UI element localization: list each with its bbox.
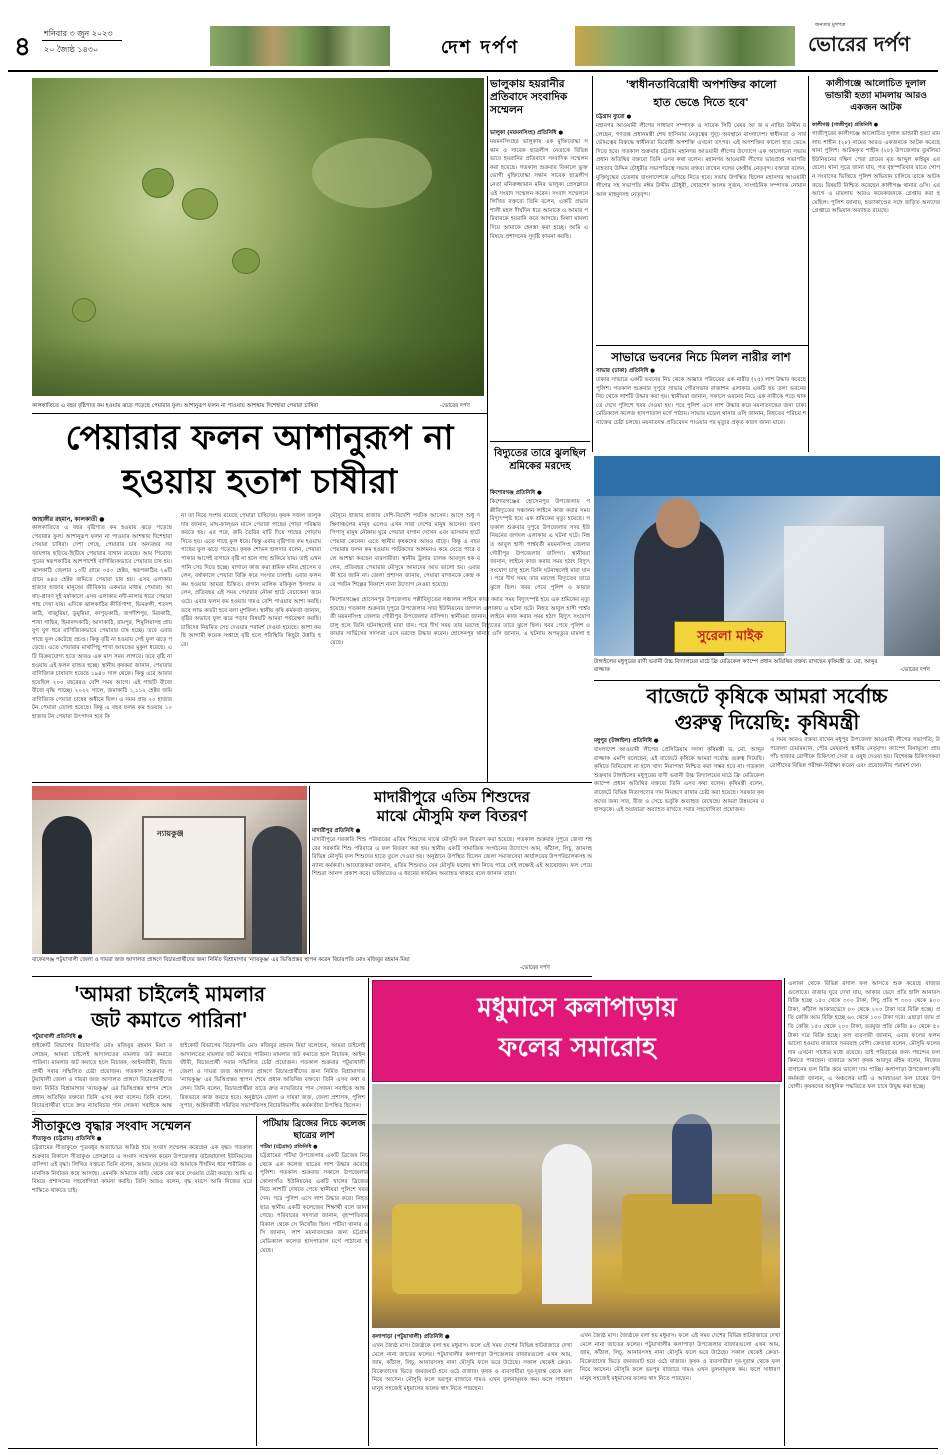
- paper-name: ভোরের দর্পণ: [808, 32, 910, 56]
- kalapara-photo: [372, 1084, 780, 1328]
- sitakunda-headline: সীতাকুণ্ডে বৃদ্ধার সংবাদ সম্মেলন: [32, 1118, 192, 1133]
- minister-body-2: এ সময় আরও বক্তব্য রাখেন মধুপুর উপজেলা আওয়ামী লীগের সভাপতি, উপজেলা চেয়ারম্যান, পৌর মেয়রসহ স্থানীয় নেতৃবৃন্দ। ক্যাম্পে বিনামূল্যে প্রায় পাঁচ হাজার রোগীকে চিকিৎসা সেবা ও ওষুধ দেওয়া হয়। বিশেষজ্ঞ চিকিৎসকরা রোগীদের বিভিন্ন পরীক্ষা-নিরীক্ষা করেন এবং প্রয়োজনীয় পরামর্শ দেন।: [770, 737, 940, 769]
- electric-byline: কিশোরগঞ্জ প্রতিনিধি ●: [490, 490, 542, 496]
- microphone-banner-text: সুরেলা মাইক: [697, 629, 763, 644]
- court-photo-credit: -ভোরের দর্পণ: [520, 965, 550, 971]
- kalapara-headline-2: ফলের সমারোহ: [498, 1033, 656, 1063]
- bhaluka-byline: ভালুকা (ময়মনসিংহ) প্রতিনিধি ●: [490, 130, 564, 136]
- bhaluka-body: ময়মনসিংহের ভালুকায় এক মুক্তিযোদ্ধা সন্তান ও সাবেক ছাত্রলীগ নেতাকে বিভিন্ন ভাবে হয়রানির প্রতিবাদে সংবাদিক সম্মেলন করা হয়েছে। গতকাল শুক্রবার বিকালে ভুক্তভোগী মুক্তিযোদ্ধা সন্তান সাবেক ছাত্রলীগ নেতা মনিরুজ্জামান মনির ভালুকা প্রেসক্লাবে এই সংবাদ সম্মেলন করেন। সংবাদ সম্মেলনে লিখিত বক্তব্যে তিনি বলেন, একটি প্রভাবশালী মহল দীর্ঘদিন ধরে আমাকে ও আমার পরিবারকে হয়রানি করে আসছে। মিথ্যা মামলা দিয়ে আমাকে হেনস্তা করা হচ্ছে। আমি এ বিষয়ে প্রশাসনের সুদৃষ্টি কামনা করছি।: [490, 139, 588, 240]
- patiya-byline: পটিয়া (চট্টগ্রাম) প্রতিনিধি ●: [260, 1144, 318, 1150]
- minister-headline-1: বাজেটে কৃষিকে আমরা সর্বোচ্চ: [646, 684, 888, 708]
- date-line-1: শনিবার ৩ জুন ২০২৩: [44, 29, 113, 38]
- masthead: [0, 0, 945, 70]
- patiya-body: চট্টগ্রামের পটিয়া উপজেলার একটি ব্রিজের নিচ থেকে এক কলেজ ছাত্রের লাশ উদ্ধার করেছে পুলিশ। গতকাল শুক্রবার সকালে উপজেলার কোলাগাঁও ইউনিয়নের একটি খালের ব্রিজের নিচে লাশটি দেখতে পেয়ে স্থানীয়রা পুলিশে খবর দেন। পরে পুলিশ এসে লাশ উদ্ধার করে। নিহত ছাত্র স্থানীয় একটি কলেজের শিক্ষার্থী বলে জানা গেছে। পরিবারের সদস্যরা জানান, বৃহস্পতিবার বিকাল থেকে সে নিখোঁজ ছিল। পটিয়া থানার ওসি জানান, লাশ ময়নাতদন্তের জন্য চট্টগ্রাম মেডিক্যাল কলেজ হাসপাতাল মর্গে পাঠানো হয়েছে।: [260, 1153, 368, 1254]
- sitakunda-body: চট্টগ্রামের সীতাকুণ্ডে পুত্রবধূর অত্যাচারে অতিষ্ঠ হয়ে সংবাদ সম্মেলন করেছেন এক বৃদ্ধা। গতকাল শুক্রবার বিকালে সীতাকুণ্ড প্রেসক্লাবে এ সংবাদ সম্মেলন করেন উপজেলার বারৈয়াঢালা ইউনিয়নের বাসিন্দা ওই বৃদ্ধা। লিখিত বক্তব্যে তিনি বলেন, আমার ছেলের বউ আমাকে দীর্ঘদিন ধরে শারীরিক ও মানসিক নির্যাতন করে আসছে। এমনকি আমাকে বাড়ি থেকে বের করে দেওয়ার চেষ্টা করছে। আমি এ বিষয়ে প্রশাসনের সহযোগিতা কামনা করছি। তিনি আরও বলেন, বৃদ্ধ বয়সে আমি নিজের ঘরে শান্তিতে থাকতে চাই।: [32, 1145, 252, 1194]
- kaliganj-byline: কালীগঞ্জ (গাজীপুর) প্রতিনিধি ●: [812, 122, 879, 128]
- shadhinota-headline-1: 'স্বাধীনতাবিরোধী অপশক্তির কালো: [625, 78, 777, 91]
- shadhinota-body: মহানগর আওয়ামী লীগের সাধারণ সম্পাদক ও সাবেক সিটি মেয়র আ জ ম নাছির উদ্দীন বলেছেন, গণতন্ত্র প্রধানমন্ত্রী শেখ হাসিনার নেতৃত্বের সুদৃঢ় অবস্থানে বাংলাদেশ। স্বাধীনতা ও সার্বভৌমত্বের বিরুদ্ধে স্বাধীনতা বিরোধী অপশক্তি এখনো তৎপর। এই অপশক্তির কালো হাত ভেঙে দিতে হবে। গতকাল শুক্রবার চট্টগ্রাম মহানগর আওয়ামী লীগের উদ্যোগে এক আলোচনা সভায় প্রধান অতিথির বক্তব্যে তিনি এসব কথা বলেন। মহানগর আওয়ামী লীগের ভারপ্রাপ্ত সভাপতি মাহতাব উদ্দিন চৌধুরীর সভাপতিত্বে সভায় বক্তব্য রাখেন দলের কেন্দ্রীয় নেতৃবৃন্দ। বক্তারা বলেন, মুক্তিযুদ্ধের চেতনায় বাংলাদেশকে এগিয়ে নিতে হবে। সভায় উপস্থিত ছিলেন মহানগর আওয়ামী লীগের সহ সভাপতি নঈম উদ্দীন চৌধুরী, খোরশেদ আলম সুজন, সাংগঠনিক সম্পাদক নোমান আল মাহমুদসহ নেতৃবৃন্দ।: [596, 123, 806, 198]
- kalapara-body-2: এখন জ্যৈষ্ঠ মাস। জ্যৈষ্ঠকে বলা হয় মধুমাস। ফলে এই সময় দেশের বিভিন্ন হাটবাজারে দেখা মেলে নানা জাতের ফলের। পটুয়াখালীর কলাপাড়া উপজেলার বাজারগুলো এখন আম, জাম, কাঁঠাল, লিচু, আনারসসহ নানা মৌসুমি ফলে ভরে উঠেছে। সকাল থেকেই ক্রেতা-বিক্রেতাদের ভিড়ে জমজমাট হয়ে ওঠে বাজার। কৃষক ও ব্যবসায়ীরা দূর-দূরান্ত থেকে ফল নিয়ে আসেন। মৌসুমি ফলে ভরপুর বাজারে দামও এখন তুলনামূলক কম। ফলে সাধারণ মানুষ সহজেই মধুমাসের ফলের স্বাদ নিতে পারছেন।: [580, 1333, 780, 1382]
- madaripur-headline-2: মাঝে মৌসুমি ফল বিতরণ: [376, 807, 528, 825]
- minister-body: বাংলাদেশ আওয়ামী লীগের প্রেসিডিয়াম সদস্য কৃষিমন্ত্রী ড. মো. আব্দুর রাজ্জাক এমপি বলেছেন, এই বাজেটে কৃষিকে আমরা সর্বোচ্চ গুরুত্ব দিয়েছি। কৃষিতে বিনিয়োগ না হলে খাদ্য নিরাপত্তা নিশ্চিত করা সম্ভব হবে না। গতকাল শুক্রবার টাঙ্গাইলের মধুপুরের রাণী ভবানী উচ্চ বিদ্যালয়ের মাঠে ফ্রি মেডিকেল ক্যাম্পে প্রধান অতিথির বক্তব্যে তিনি এসব কথা বলেন। কৃষিমন্ত্রী বলেন, বাজেটে বিভিন্ন নিত্যপণ্যের দাম নিয়ন্ত্রণে রাখার চেষ্টা করা হয়েছে। সরকার কৃষকদের জন্য সার, বীজ ও সেচে ভর্তুকি অব্যাহত রেখেছে। আমরা উন্নয়নের মহাসড়কে। এই অগ্রযাত্রা অব্যাহত রাখতে সবার সহযোগিতা প্রয়োজন।: [594, 747, 764, 814]
- minister-byline: মধুপুর (টাঙ্গাইল) প্রতিনিধি ●: [594, 738, 659, 744]
- kalapara-body-right: এলাকা থেকে বিভিন্ন রসাল ফল আসতে শুরু করেছে বাজারগুলোতে। বাজার ঘুরে দেখা যায়, আকার ভেদে প্রতি হালি আনারস বিক্রি হচ্ছে ১৫০ থেকে ৩০০ টাকা, লিচু প্রতি শ ৩০০ থেকে ৪০০ টাকা, কাঁঠাল আকারভেদে ৮০ থেকে ২০০ টাকা দরে বিক্রি হচ্ছে। প্রতি কেজি আম বিক্রি হচ্ছে ৬০ থেকে ১০০ টাকা দরে। এছাড়া জাম প্রতি কেজি ১৫০ থেকে ২০০ টাকা, তরমুজ প্রতি কেজি ৪০ থেকে ৫০ টাকা দরে বিক্রি হচ্ছে। ফল ব্যবসায়ী জানান, এবার ফলের ফলন ভালো হওয়ায় বাজারে সরবরাহ বেশি। ক্রেতারা বলেন, মৌসুমি ফলের দাম এখনো সাধ্যের মধ্যে রয়েছে। তাই পরিবারের জন্য পছন্দের ফল কিনতে পারছেন। বাজারে আসা কৃষক আবদুর রহিম বলেন, নিজের বাগানের ফল বিক্রি করে ভালো দাম পাচ্ছি। কলাপাড়া উপজেলা কৃষি কর্মকর্তা জানান, এ অঞ্চলের মাটি ও আবহাওয়া ফল চাষের উপযোগী। কৃষকদের আধুনিক পদ্ধতিতে ফল চাষে উদ্বুদ্ধ করা হচ্ছে।: [788, 981, 940, 1091]
- guava-headline-2: হওয়ায় হতাশ চাষীরা: [121, 462, 398, 502]
- microphone-banner: [674, 621, 786, 653]
- kaliganj-headline: কালীগঞ্জে আলোচিত দুলাল ভান্ডারী হত্যা মামলায় আরও একজন আটক: [824, 79, 928, 113]
- minister-headline-2: গুরুত্ব দিয়েছি: কৃষিমন্ত্রী: [674, 710, 860, 734]
- court-headline-2: জট কমাতে পারিনা': [91, 1008, 248, 1032]
- madaripur-headline-1: মাদারীপুরে এতিম শিশুদের: [374, 788, 530, 806]
- court-photo: [32, 786, 307, 954]
- savar-headline: সাভারে ভবনের নিচে মিলল নারীর লাশ: [611, 350, 791, 364]
- kaliganj-body: গাজীপুরের কালীগঞ্জে আলোচিত দুলাল ভান্ডারী হত্যা মামলায় শাহীন (২৮) নামের আরও একজনকে আটক করেছে থানা পুলিশ। আটককৃত শাহীন (২৮) উপজেলার তুমলিয়া ইউনিয়নের দক্ষিণ পেরা গ্রামের মৃত আব্দুল কাইয়ুম এর ছেলে। থানা সূত্রে জানা যায়, গত বৃহস্পতিবার রাতে গোপন সংবাদের ভিত্তিতে পুলিশ অভিযান চালিয়ে তাকে আটক করে। বিষয়টি নিশ্চিত করেছেন কালীগঞ্জ থানার ওসি। এর আগে এ মামলায় আরও কয়েকজনকে গ্রেপ্তার করা হয়েছিল। পুলিশ জানায়, হত্যাকাণ্ডের সঙ্গে জড়িত অন্যদের গ্রেপ্তারে অভিযান অব্যাহত রয়েছে।: [812, 131, 940, 215]
- bhaluka-headline: ভালুকায় হয়রানীর প্রতিবাদে সংবাদিক সম্মেলন: [490, 78, 568, 116]
- date-line-2: ২০ জ্যৈষ্ঠ ১৪৩০: [44, 45, 99, 54]
- guava-headline-1: পেয়ারার ফলন আশানুরূপ না: [65, 418, 454, 458]
- court-body-2: হাইকোর্ট বিভাগের বিচারপতি মোঃ মজিবুর রহমান মিয়া বলেছেন, আমরা চাইলেই আদালতের মামলার জট কমাতে পারিনা। মামলার জট কমাতে হলে বিচারক, আইনজীবী, বিচারপ্রার্থী সবার সম্মিলিত চেষ্টা প্রয়োজন। গতকাল শুক্রবার পটুয়াখালী জেলা ও দায়রা জজ আদালত প্রাঙ্গণে বিচারপ্রার্থীদের জন্য নির্মিত বিশ্রামাগার 'ন্যায়কুঞ্জ' এর ভিত্তিপ্রস্তর স্থাপন শেষে প্রধান অতিথির বক্তব্যে তিনি এসব কথা বলেন। তিনি বলেন, বিচারপ্রার্থীরা যাতে দ্রুত ন্যায়বিচার পান সেজন্য সবাইকে আন্তরিকভাবে কাজ করতে হবে। অনুষ্ঠানে জেলা ও দায়রা জজ, জেলা প্রশাসক, পুলিশ সুপার, আইনজীবী সমিতির সভাপতিসহ বিচারবিভাগীয় কর্মকর্তারা উপস্থিত ছিলেন।: [180, 1043, 365, 1110]
- guava-body-col3: মৌসুমে হাজার হাজার দেশি-বিদেশি পর্যটক আসেন। আগে শুধু দক্ষিণাঞ্চলের মানুষ এলেও এখন সারা দেশের মানুষ আসেন। ভ্রমণপিপাসু মানুষ নৌকায় ঘুরে পেয়ারা বাগান দেখেন এবং ভাসমান হাটে পেয়ারা কেনেন। এতে স্থানীয় কৃষকদের আয়ও বাড়ে। কিন্তু এ বছর পেয়ারার ফলন কম হওয়ায় পর্যটকদের আগমনও কমে যেতে পারে বলে আশঙ্কা করছেন ব্যবসায়ীরা। স্থানীয় ট্রলার চালক আবদুল হক বলেন, প্রতিবছর পেয়ারার মৌসুমে আমাদের আয় ভালো হয়। এবার কী হবে জানি না। জেলা প্রশাসন জানায়, পেয়ারা বাগানকে কেন্দ্র করে পর্যটন শিল্পের বিকাশে নানা উদ্যোগ নেওয়া হয়েছে।: [330, 513, 480, 588]
- section-title: দেশ দর্পণ: [440, 37, 520, 58]
- patiya-headline: পটিয়ায় ব্রিজের নিচে কলেজ ছাত্রের লাশ: [262, 1119, 366, 1141]
- plaque-text: ন্যায়কুঞ্জ: [157, 829, 184, 838]
- court-body: হাইকোর্ট বিভাগের বিচারপতি মোঃ মজিবুর রহমান মিয়া বলেছেন, আমরা চাইলেই আদালতের মামলার জট কমাতে পারিনা। মামলার জট কমাতে হলে বিচারক, আইনজীবী, বিচারপ্রার্থী সবার সম্মিলিত চেষ্টা প্রয়োজন। গতকাল শুক্রবার পটুয়াখালী জেলা ও দায়রা জজ আদালত প্রাঙ্গণে বিচারপ্রার্থীদের জন্য নির্মিত বিশ্রামাগার 'ন্যায়কুঞ্জ' এর ভিত্তিপ্রস্তর স্থাপন শেষে প্রধান অতিথির বক্তব্যে তিনি এসব কথা বলেন। তিনি বলেন, বিচারপ্রার্থীরা যাতে দ্রুত ন্যায়বিচার পান সেজন্য সবাইকে আন্ত: [32, 1043, 172, 1110]
- electric-body-top: কিশোরগঞ্জের হোসেনপুর উপজেলায় পল্লীবিদ্যুতের সঞ্চালন লাইনে কাজ করার সময় বিদ্যুৎস্পৃষ্ট হয়ে এক শ্রমিকের মৃত্যু হয়েছে। গতকাল শুক্রবার দুপুরে উপজেলার সদর ইউনিয়নের জগদল এলাকায় এ ঘটনা ঘটে। নিহত আবুল হাসী পার্শ্ববর্তী ময়মনসিংহ জেলার গৌরীপুর উপজেলার বাসিন্দা। স্থানীয়রা জানান, লাইনে কাজ করার সময় হঠাৎ বিদ্যুৎ সংযোগ চালু হলে তিনি ঘটনাস্থলেই মারা যান। পরে দীর্ঘ সময় তার মরদেহ বিদ্যুতের তারে ঝুলে ছিল। খবর পেয়ে পুলিশ ও ফায়ার: [490, 499, 590, 591]
- guava-photo: [32, 78, 484, 396]
- savar-byline: সাভার (ঢাকা) প্রতিনিধি ●: [596, 368, 655, 374]
- guava-photo-credit: -ভোরের দর্পণ: [440, 403, 470, 409]
- paper-tagline: জনতার মুখপত্র: [815, 22, 846, 28]
- court-byline: পটুয়াখালী প্রতিনিধি ●: [32, 1034, 83, 1040]
- madaripur-body: মাদারীপুরে সরকারি শিশু পরিবারের এতিম শিশুদের মাঝে মৌসুমি ফল বিতরণ করা হয়েছে। গতকাল শুক্রবার দুপুরে জেলা শহরের সরকারি শিশু পরিবারে এ ফল বিতরণ করা হয়। স্থানীয় একটি সামাজিক সংগঠনের উদ্যোগে আম, কাঁঠাল, লিচু, জামসহ বিভিন্ন মৌসুমি ফল শিশুদের হাতে তুলে দেওয়া হয়। অনুষ্ঠানে উপস্থিত ছিলেন জেলা সমাজসেবা কার্যালয়ের উপপরিচালকসহ অন্যান্য কর্মকর্তা। আয়োজকরা জানান, এতিম শিশুরাও যেন মৌসুমি ফলের স্বাদ নিতে পারে সেই লক্ষ্যেই এই আয়োজন। ফল পেয়ে শিশুরা আনন্দ প্রকাশ করে। ভবিষ্যতেও এ ধরনের কার্যক্রম অব্যাহত থাকবে বলে জানান তারা।: [312, 837, 592, 878]
- electric-body: কিশোরগঞ্জের হোসেনপুর উপজেলায় পল্লীবিদ্যুতের সঞ্চালন লাইনে কাজ করার সময় বিদ্যুৎস্পৃষ্ট হয়ে এক শ্রমিকের মৃত্যু হয়েছে। গতকাল শুক্রবার দুপুরে উপজেলার সদর ইউনিয়নের জগদল এলাকায় এ ঘটনা ঘটে। নিহত আবুল হাসী পার্শ্ববর্তী ময়মনসিংহ জেলার গৌরীপুর উপজেলার বাসিন্দা। স্থানীয়রা জানান, লাইনে কাজ করার সময় হঠাৎ বিদ্যুৎ সংযোগ চালু হলে তিনি ঘটনাস্থলেই মারা যান। পরে দীর্ঘ সময় তার মরদেহ বিদ্যুতের তারে ঝুলে ছিল। খবর পেয়ে পুলিশ ও ফায়ার সার্ভিসের সদস্যরা এসে মরদেহ উদ্ধার করেন। হোসেনপুর থানার ওসি জানান, এ ঘটনায় অপমৃত্যুর মামলা হয়েছে।: [330, 597, 590, 646]
- sitakunda-byline: সীতাকুণ্ড (চট্টগ্রাম) প্রতিনিধি ●: [32, 1136, 102, 1142]
- madaripur-byline: মাদারীপুর প্রতিনিধি ●: [312, 828, 361, 834]
- court-headline-1: 'আমরা চাইলেই মামলার: [73, 982, 266, 1006]
- court-photo-caption: বাকেরগঞ্জ পটুয়াখালী জেলা ও দায়রা জজ আদালত প্রাঙ্গণে বিচারপ্রার্থীদের জন্য নির্মিত বিশ্রামাগার 'ন্যায়কুঞ্জ' এর ভিত্তিপ্রস্তর স্থাপন করেন বিচারপতি মোঃ মজিবুর রহমান মিয়া: [32, 957, 410, 963]
- electric-headline: বিদ্যুতের তারে ঝুলছিল শ্রমিকের মরদেহ: [494, 448, 586, 472]
- page-number: ৪: [14, 32, 31, 62]
- shadhinota-headline-2: হাত ভেঙে দিতে হবে': [653, 96, 749, 109]
- kalapara-headline-1: মধুমাসে কলাপাড়ায়: [477, 993, 677, 1023]
- guava-byline: জাহাঙ্গীর রহমান, কালকাতী ●: [32, 516, 105, 523]
- kalapara-body: এখন জ্যৈষ্ঠ মাস। জ্যৈষ্ঠকে বলা হয় মধুমাস। ফলে এই সময় দেশের বিভিন্ন হাটবাজারে দেখা মেলে নানা জাতের ফলের। পটুয়াখালীর কলাপাড়া উপজেলার বাজারগুলো এখন আম, জাম, কাঁঠাল, লিচু, আনারসসহ নানা মৌসুমি ফলে ভরে উঠেছে। সকাল থেকেই ক্রেতা-বিক্রেতাদের ভিড়ে জমজমাট হয়ে ওঠে বাজার। কৃষক ও ব্যবসায়ীরা দূর-দূরান্ত থেকে ফল নিয়ে আসেন। মৌসুমি ফলে ভরপুর বাজারে দামও এখন তুলনামূলক কম। ফলে সাধারণ মানুষ সহজেই মধুমাসের ফলের স্বাদ নিতে পারছেন।: [372, 1343, 572, 1392]
- shadhinota-byline: চট্টগ্রাম ব্যুরো ●: [596, 114, 632, 120]
- kalapara-banner: [372, 980, 782, 1082]
- guava-photo-caption: কালকাতিতে এ বছর বৃষ্টিপাত কম হওয়ায় ঝড়ে পড়েছে পেয়ারার ফুল। আশানুরূপ ফলন না পাওয়ায় আশঙ্কায় দিশেহারা পেয়ারা চাষিরা: [32, 403, 319, 409]
- minister-photo: [594, 456, 940, 656]
- minister-photo-caption: টাঙ্গাইলের মধুপুরের রাণী ভবানী উচ্চ বিদ্যালয়ের মাঠে ফ্রি মেডিকেল ক্যাম্পে প্রধান অতিথির বক্তব্য রাখছেন কৃষিমন্ত্রী ড. মো. আব্দুর রাজ্জাক: [594, 659, 878, 673]
- minister-photo-credit: -ভোরের দর্পণ: [900, 667, 930, 673]
- savar-body: ঢাকার সাভারে একটি ভবনের নিচ থেকে অজ্ঞাত পরিচয়ের এক নারীর (২৫) লাশ উদ্ধার করেছে পুলিশ। গতকাল শুক্রবার দুপুরে সাভার পৌরসভার রাজাশন এলাকার একটি ছয় তলা ভবনের নিচ থেকে লাশটি উদ্ধার করা হয়। স্থানীয়রা জানান, সকালে ভবনের নিচে এক নারীকে পড়ে থাকতে দেখে পুলিশে খবর দেওয়া হয়। পরে পুলিশ এসে লাশ উদ্ধার করে ময়নাতদন্তের জন্য ঢাকা মেডিক্যাল কলেজ হাসপাতাল মর্গে পাঠায়। সাভার মডেল থানার ওসি জানান, নিহতের পরিচয় শনাক্তের চেষ্টা চলছে। ময়নাতদন্ত প্রতিবেদন পাওয়ার পর মৃত্যুর প্রকৃত কারণ জানা যাবে।: [596, 377, 806, 426]
- guava-body-col1: কালকাতিতে এ বছর বৃষ্টিপাত কম হওয়ায় ঝড়ে পড়েছে পেয়ারার ফুল। আশানুরূপ ফলন না পাওয়ার আশঙ্কায় দিশেহারা পেয়ারা চাষিরা। দেশা গেছে, পেয়ারার চাষ অন্যবছর সব জায়গায় ছড়িয়ে-ছিটিয়ে পেয়ারার বাগান রয়েছে। আর পিরোজপুরের স্বরূপকাঠির আশপাশেই বাণিজ্যিকভাবে পেয়ারার চাষ হয়। ঝালকাঠি জেলার ১৩টি গ্রামে ৩৫০ হেক্টর, স্বরূপকাঠির ২৬টি গ্রামে ৬৪৫ হেক্টর জমিতে পেয়ারা চাষ হয়। এসব এলাকায় হাজার হাজার মানুষের জীবিকার একমাত্র মাধ্যম পেয়ারা। আষাঢ়-শ্রাবণ দুই বর্ষাকালে এসব এলাকার নদী-নালার ধারে পেয়ারা গাছ দেখা যায়। এদিকে ঝালকাঠির কীর্তিপাশা, ভিমরুলী, শতদশকাঠি, খাজুরিয়া, ডুমুরিয়া, কাপুড়কাঠি, জগদীশপুর, মিরকাঠি, শাখা গাছির, হিমানন্দকাঠি, আদাকাঠি, রামপুর, শিমুলিয়াসহ প্রায় যুগ যুগ ধরে বাণিজ্যিকভাবে পেয়ারার চাষ হচ্ছে। তবে এবার গাছে ফুল কেটেছে প্রচণ্ড। কিন্তু বৃষ্টি না হওয়ায় সেই ফুল ঝড়ে পড়েছে। এতে পেয়ারার মাথাপিছু শাখা আয়ত্তের মুকুল ধরেছে। এটি বিক্রয়যোগ্য হতে আরও এক মাস সময় লাগবে। তবে বৃষ্টি না হওয়ায় এই ফলন ব্যাহত হচ্ছে। স্থানীয় কৃষকরা জানান, পেয়ারার বাণিজ্যিক চাষাবাদ হয়েছে ১৯৪০ সাল থেকে। কিন্তু এরে আবার হয়েছিল ২০০ বছরেরও বেশি সময় আগে। এই গাছটি বীজে বীজে বৃদ্ধি পাচ্ছে। ২০২২ সালে, জমাকাঠি ১,১১২ হেক্টর জমি বাণিজ্যিক পেয়ারা চাষের অধীনে ছিল। এ সময় প্রায় ২০ হাজার টন পেয়ারা তোলা হয়েছে। কিন্তু এ বছর ফলন কম হওয়ায় ১০ হাজার টন পেয়ারা উৎপাদন হবে কি: [32, 525, 172, 721]
- header-photo-strip-right: [575, 26, 795, 66]
- header-photo-strip-left: [210, 26, 390, 66]
- kalapara-byline: কলাপাড়া (পটুয়াখালী) প্রতিনিধি ●: [372, 1334, 450, 1340]
- guava-body-col2: না তা নিয়ে সংশয় রয়েছে পেয়ারা চাষিদের। কৃষক সজল তালুকদার জানান, মাঘ-ফাল্গুন মাসে পেয়ারা গাছের গোড়া পরিষ্কার করতে হয়। এর পরে, জমি তৈরির মাটি দিয়ে গাছের গোড়ায় দিতে হয়। এতে গাছে ফুল ধরে। কিন্তু এবার বৃষ্টিপাত কম হওয়ায় গাছের ফুল ঝড়ে পড়েছে। কৃষক শোভন হালদার বলেন, পেয়ারা পাকার আগেই বাগানে বৃষ্টি না হলে গাছ শুকিয়ে যায়। তাই এখন পানি সেচ দিতে হচ্ছে। বাগানে কাজ করা শ্রমিক মনির হোসেন বলেন, বর্ষাকালে পেয়ারা বিক্রি করে সংসার চালাই। এবার ফলন কম হওয়ায় আমরা চিন্তিত। বাগান মালিক রফিকুল ইসলাম বলেন, প্রতিবছর এই সময় পেয়ারার নৌকা হাটে বেচাকেনা জমে ওঠে। এবার ফলন কম হওয়ায় দামও বেশি পাওয়ার আশা করছি। তবে লাভ কতটা হবে বলা মুশকিল। স্থানীয় কৃষি কর্মকর্তা জানান, বৃষ্টির অভাবে ফুল ঝরে পড়ার বিষয়টি আমরা পর্যবেক্ষণ করছি। চাষিদের নিয়মিত সেচ দেওয়ার পরামর্শ দেওয়া হয়েছে। আশা করছি আগামী কয়েক সপ্তাহে বৃষ্টি হলে পরিস্থিতি কিছুটা উন্নতি হবে।: [181, 513, 321, 648]
